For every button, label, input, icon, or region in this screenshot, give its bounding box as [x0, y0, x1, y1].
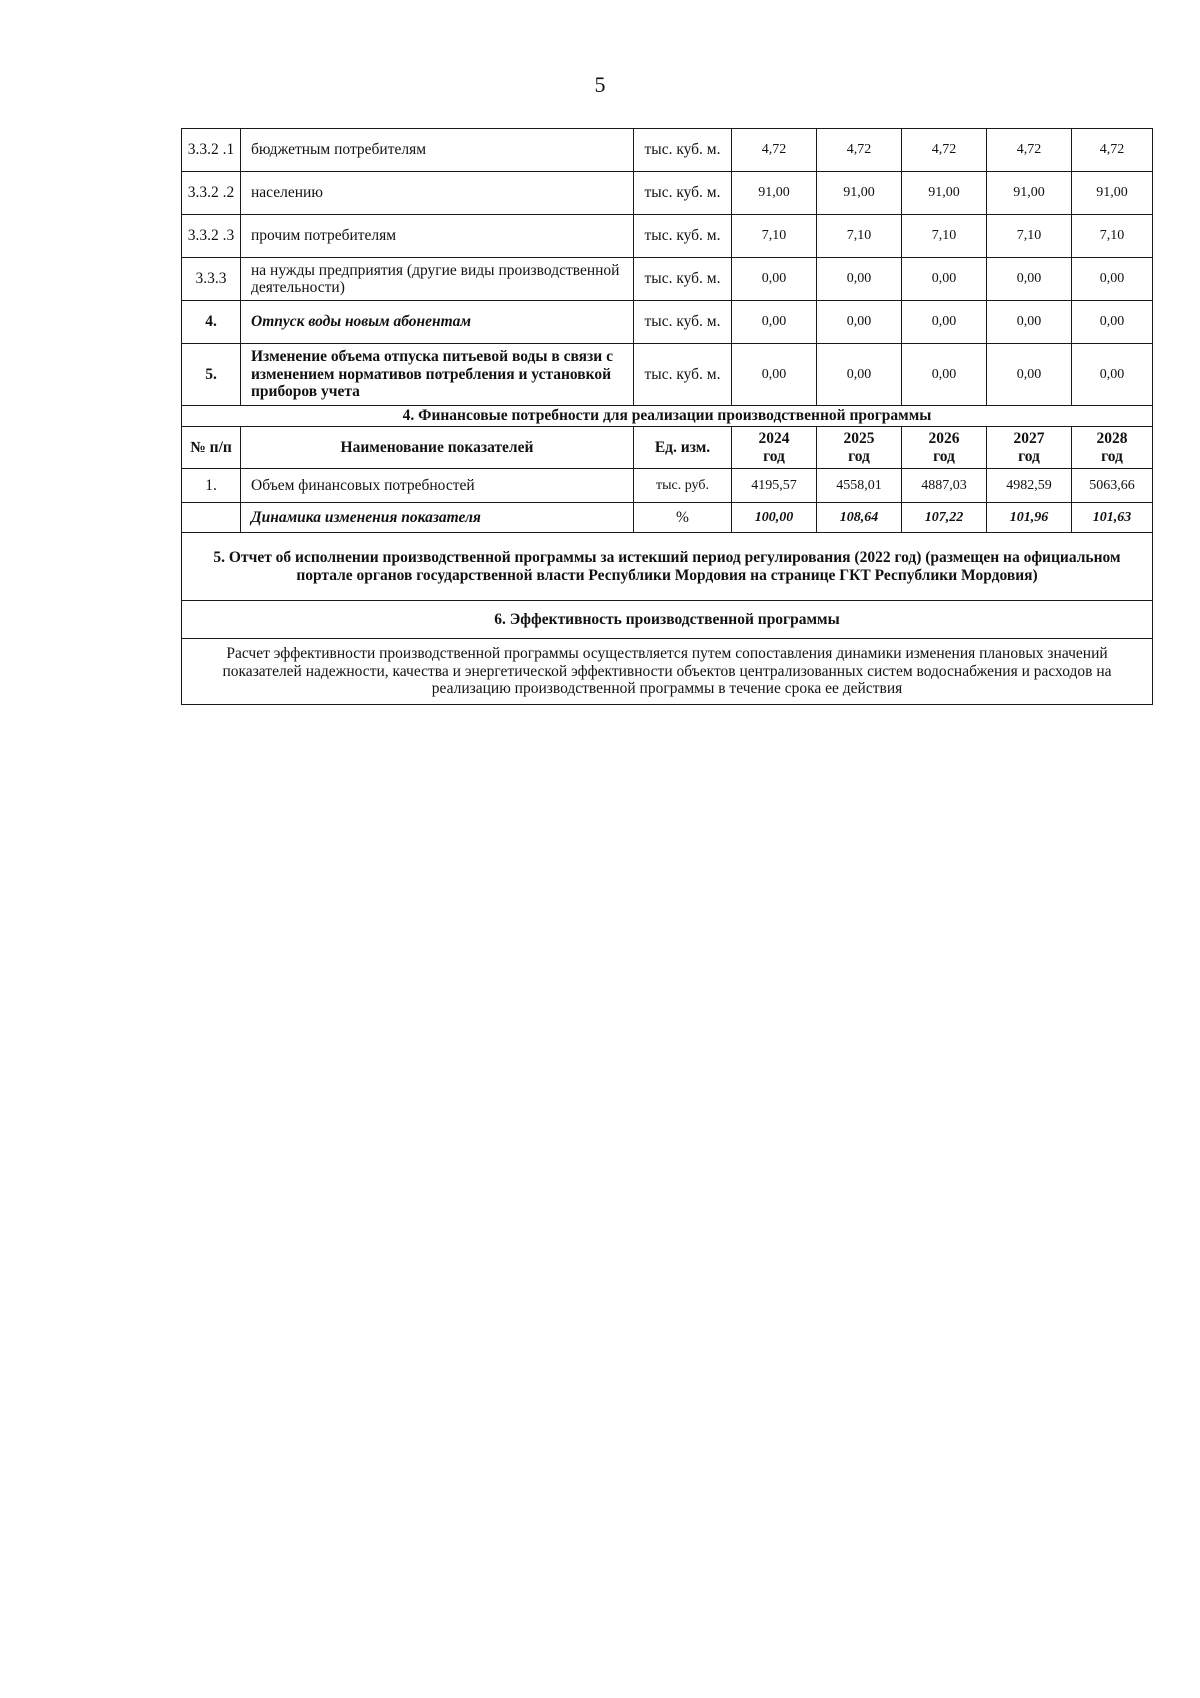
value-2026: 0,00 — [902, 301, 987, 344]
value-2028: 91,00 — [1072, 172, 1153, 215]
value-2025: 7,10 — [817, 215, 902, 258]
value-2024: 0,00 — [732, 344, 817, 406]
header-year: 2028 — [1096, 430, 1128, 448]
value-2027: 7,10 — [987, 215, 1072, 258]
section-5-title: 5. Отчет об исполнении производственной программы за истекший период регулирования (2022 год) (размещен на официальном портале органов государственной власти Республики Мордовия на странице ГКТ Республики Мордовия) — [182, 533, 1153, 601]
section-6-text-row — [182, 639, 1153, 705]
row-unit: тыс. куб. м. — [634, 344, 732, 406]
value-2027: 4,72 — [987, 129, 1072, 172]
table-row — [182, 344, 1153, 406]
value-2024: 100,00 — [732, 503, 817, 533]
section-6-text: Расчет эффективности производственной программы осуществляется путем сопоставления динамики изменения плановых значений показателей надежности, качества и энергетической эффективности объектов централизованных систем водоснабжения и расходов на реализацию производственной программы в течение срока ее действия — [182, 639, 1153, 705]
row-number: 3.3.2 .3 — [182, 215, 241, 258]
value-2024: 4,72 — [732, 129, 817, 172]
header-number: № п/п — [182, 427, 241, 469]
value-2028: 7,10 — [1072, 215, 1153, 258]
header-year-label: год — [763, 447, 785, 465]
table-row — [182, 469, 1153, 503]
header-year-2028 — [1072, 427, 1153, 469]
row-unit: % — [634, 503, 732, 533]
value-2028: 5063,66 — [1072, 469, 1153, 503]
table-row — [182, 129, 1153, 172]
table-row — [182, 301, 1153, 344]
value-2028: 101,63 — [1072, 503, 1153, 533]
header-year-label: год — [848, 447, 870, 465]
header-year-label: год — [933, 447, 955, 465]
value-2024: 91,00 — [732, 172, 817, 215]
value-2026: 0,00 — [902, 344, 987, 406]
value-2025: 4558,01 — [817, 469, 902, 503]
value-2026: 91,00 — [902, 172, 987, 215]
section-4-header-row — [182, 427, 1153, 469]
table-row — [182, 503, 1153, 533]
section-4-title: 4. Финансовые потребности для реализации производственной программы — [182, 406, 1153, 427]
row-name: населению — [241, 172, 634, 215]
section-6-title-row — [182, 601, 1153, 639]
value-2024: 7,10 — [732, 215, 817, 258]
row-name: Объем финансовых потребностей — [241, 469, 634, 503]
row-number: 5. — [182, 344, 241, 406]
header-year-2026 — [902, 427, 987, 469]
row-unit: тыс. куб. м. — [634, 301, 732, 344]
value-2025: 4,72 — [817, 129, 902, 172]
value-2027: 101,96 — [987, 503, 1072, 533]
section-5-row — [182, 533, 1153, 601]
value-2024: 4195,57 — [732, 469, 817, 503]
page-number: 5 — [594, 72, 606, 97]
section-6-title: 6. Эффективность производственной программы — [182, 601, 1153, 639]
row-name: Изменение объема отпуска питьевой воды в связи с изменением нормативов потребления и установкой приборов учета — [241, 344, 634, 406]
value-2024: 0,00 — [732, 301, 817, 344]
table-row — [182, 215, 1153, 258]
header-unit: Ед. изм. — [634, 427, 732, 469]
table-row — [182, 172, 1153, 215]
row-unit: тыс. куб. м. — [634, 129, 732, 172]
header-year-2027 — [987, 427, 1072, 469]
value-2025: 0,00 — [817, 301, 902, 344]
header-year-2025 — [817, 427, 902, 469]
value-2026: 107,22 — [902, 503, 987, 533]
row-unit: тыс. руб. — [634, 469, 732, 503]
value-2026: 4,72 — [902, 129, 987, 172]
header-year: 2027 — [1013, 430, 1045, 448]
row-name: Динамика изменения показателя — [241, 503, 634, 533]
value-2028: 4,72 — [1072, 129, 1153, 172]
header-year-label: год — [1018, 447, 1040, 465]
row-number: 3.3.2 .1 — [182, 129, 241, 172]
header-year: 2024 — [758, 430, 790, 448]
header-year: 2025 — [843, 430, 875, 448]
value-2025: 91,00 — [817, 172, 902, 215]
row-name: прочим потребителям — [241, 215, 634, 258]
production-program-table — [181, 128, 1153, 705]
table-row — [182, 258, 1153, 301]
value-2025: 0,00 — [817, 258, 902, 301]
header-name: Наименование показателей — [241, 427, 634, 469]
row-unit: тыс. куб. м. — [634, 215, 732, 258]
value-2028: 0,00 — [1072, 344, 1153, 406]
value-2024: 0,00 — [732, 258, 817, 301]
value-2027: 91,00 — [987, 172, 1072, 215]
header-year: 2026 — [928, 430, 960, 448]
row-unit: тыс. куб. м. — [634, 258, 732, 301]
header-year-label: год — [1101, 447, 1123, 465]
section-4-title-row — [182, 406, 1153, 427]
row-name: Отпуск воды новым абонентам — [241, 301, 634, 344]
value-2027: 0,00 — [987, 344, 1072, 406]
value-2026: 0,00 — [902, 258, 987, 301]
row-number: 1. — [182, 469, 241, 503]
value-2027: 4982,59 — [987, 469, 1072, 503]
value-2025: 108,64 — [817, 503, 902, 533]
value-2026: 7,10 — [902, 215, 987, 258]
row-name: бюджетным потребителям — [241, 129, 634, 172]
value-2028: 0,00 — [1072, 258, 1153, 301]
value-2025: 0,00 — [817, 344, 902, 406]
row-number — [182, 503, 241, 533]
row-number: 3.3.3 — [182, 258, 241, 301]
header-year-2024 — [732, 427, 817, 469]
row-unit: тыс. куб. м. — [634, 172, 732, 215]
value-2026: 4887,03 — [902, 469, 987, 503]
row-number: 3.3.2 .2 — [182, 172, 241, 215]
row-name: на нужды предприятия (другие виды производственной деятельности) — [241, 258, 634, 301]
row-number: 4. — [182, 301, 241, 344]
value-2027: 0,00 — [987, 301, 1072, 344]
value-2027: 0,00 — [987, 258, 1072, 301]
value-2028: 0,00 — [1072, 301, 1153, 344]
